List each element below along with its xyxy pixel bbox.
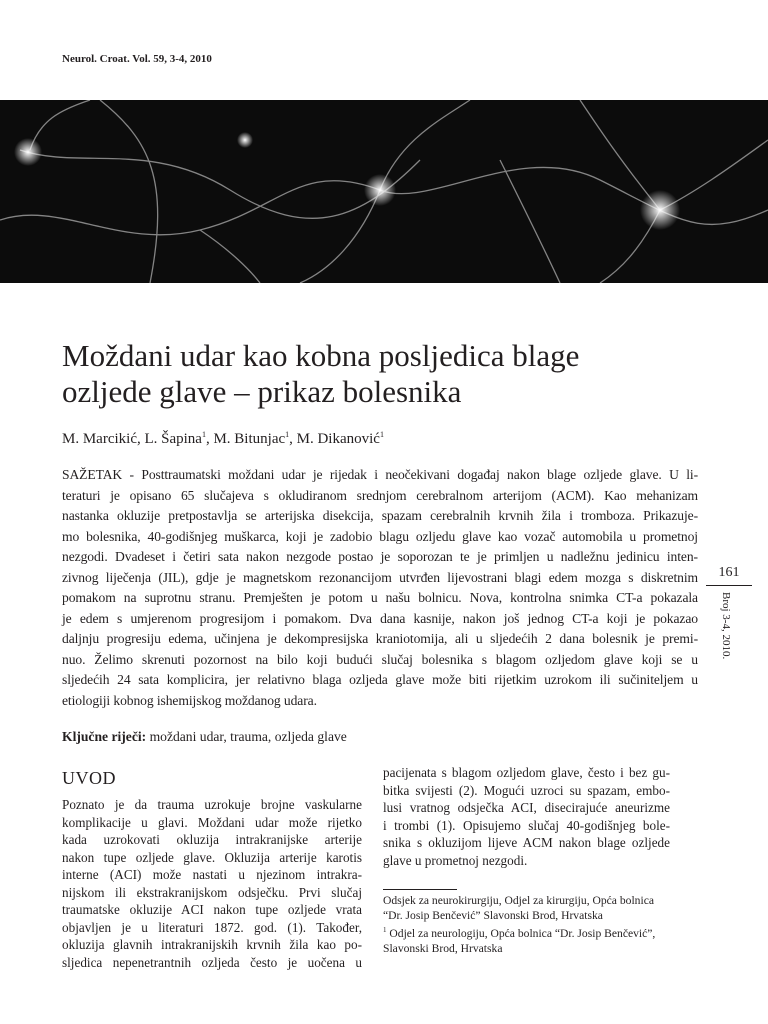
title-line: ozljede glave – prikaz bolesnika	[62, 374, 462, 409]
section-heading-uvod: UVOD	[62, 768, 116, 788]
text-line: kada uzrokovati okluzija intrakranijske arterije	[62, 832, 362, 847]
text-line: daljnju progresiju edema, učinjena je dekompresijska kraniotomija, ali u sljedećih 2 dana bolesnik je premi-	[62, 631, 698, 646]
body-column-left	[62, 796, 362, 971]
text-line: teraturi je opisano 65 slučajeva s okludiranom srednjom cerebralnom arterijom (ACM). Kao mehanizam	[62, 487, 698, 503]
body-column-right	[383, 764, 670, 869]
text-line: glave u prometnoj nezgodi.	[383, 852, 528, 868]
text-line: interne (ACI) može nastati u njezinom intrakra-	[62, 867, 362, 882]
author-text: M. Marcikić, L. Šapina	[62, 431, 202, 447]
text-line: Poznato je da trauma uzrokuje brojne vaskularne	[62, 797, 362, 812]
footnotes	[383, 893, 670, 956]
footnote-affiliation: Odsjek za neurokirurgiju, Odjel za kirurgiju, Opća bolnica “Dr. Josip Benčević” Slavonski Brod, Hrvatska	[383, 894, 654, 922]
text-line: komplikacije u glavi. Moždani udar može rijetko	[62, 814, 362, 830]
page-number: 161	[718, 565, 740, 580]
affiliation-mark: 1	[379, 430, 384, 439]
text-line: snika s okluzijom lijeve ACM nakon blage ozljede	[383, 835, 670, 850]
neuron-banner-image	[0, 100, 768, 283]
article-title	[62, 338, 702, 410]
issue-label: Broj 3-4, 2010.	[720, 592, 732, 660]
affiliation-mark: 1	[201, 430, 206, 439]
text-line: bitka svijesti (2). Mogući uzroci su spazam, embo-	[383, 782, 670, 798]
footnote-text: Odjel za neurologiju, Opća bolnica “Dr. Josip Benčević”, Slavonski Brod, Hrvatska	[383, 926, 656, 955]
text-line: nezgodi. Dvadeset i četiri sata nakon nezgode postao je soporozan te je primljen u nadležnu jedinicu inten-	[62, 549, 698, 564]
margin-divider	[706, 585, 752, 586]
text-line: lusi vratnog odsječka ACI, disecirajuće aneurizme	[383, 800, 670, 815]
text-line: nuo. Želimo skrenuti pozornost na bilo koji budući slučaj bolesnika s blagom ozljedom glave koji se u	[62, 651, 698, 667]
author-text: , M. Dikanović	[289, 431, 380, 447]
text-line: mo bolesnika, 40-godišnjeg muškarca, koji je zadobio blagu ozljedu glave kao vozač automobila u prometnoj	[62, 528, 698, 544]
author-text: , M. Bitunjac	[205, 431, 286, 447]
text-line: SAŽETAK - Posttraumatski moždani udar je rijedak i neočekivani događaj nakon blage ozljede glave. U li-	[62, 467, 698, 482]
text-line: objavljen je u literaturi 1872. god. (1). Također,	[62, 919, 362, 935]
text-line: je edem s umjerenom progresijom i pomakom. Dva dana kasnije, nakon još jednog CT-a koji je pokazao	[62, 610, 698, 626]
keywords	[62, 728, 347, 745]
text-line: nastanka okluzije pretpostavlja se arterijska disekcija, spazam cerebralnih krvnih žila i tromboza. Prikazuje-	[62, 508, 698, 523]
text-line: traumatske okluzije ACI nakon tupe ozljede vrata	[62, 902, 362, 917]
text-line: etiologiji kobnog ishemijskog moždanog udara.	[62, 692, 317, 708]
text-line: nijskom ili ekstrakranijskom odsječku. Prvi slučaj	[62, 884, 362, 900]
footnote-affiliation-1	[383, 923, 670, 956]
title-line: Moždani udar kao kobna posljedica blage	[62, 338, 580, 373]
text-line: nakon tupe ozljede glave. Okluzija arterije karotis	[62, 849, 362, 865]
footnote-divider	[383, 889, 457, 890]
text-line: i trombi (1). Opisujemo slučaj 40-godišnjeg bole-	[383, 817, 670, 833]
text-line: sljedica nepenetrantnih ozljeda često je uočena u	[62, 954, 362, 970]
text-line: pacijenata s blagom ozljedom glave, često i bez gu-	[383, 765, 670, 780]
text-line: pomakom na suprotnu stranu. Premješten je potom u našu bolnicu. Nova, kontrolna snimka CT-a pokazala	[62, 590, 698, 605]
journal-header: Neurol. Croat. Vol. 59, 3-4, 2010	[62, 53, 212, 65]
abstract	[62, 465, 698, 711]
author-list	[62, 430, 384, 448]
text-line: zivnog liječenja (JIL), gdje je magnetskom rezonancijom utvrđen lijevostrani blagi edem mozga s diskretnim	[62, 569, 698, 585]
keywords-value: moždani udar, trauma, ozljeda glave	[146, 729, 347, 744]
affiliation-mark: 1	[383, 926, 387, 934]
affiliation-mark: 1	[285, 430, 290, 439]
keywords-label: Ključne riječi:	[62, 729, 147, 744]
text-line: sljedećih 24 sata komplicira, jer relativno blaga ozljeda glave može biti rijetkim uzrokom ili sučiniteljem u	[62, 672, 698, 687]
text-line: okluzija glavnih intrakranijskih krvnih žila kao po-	[62, 937, 362, 952]
